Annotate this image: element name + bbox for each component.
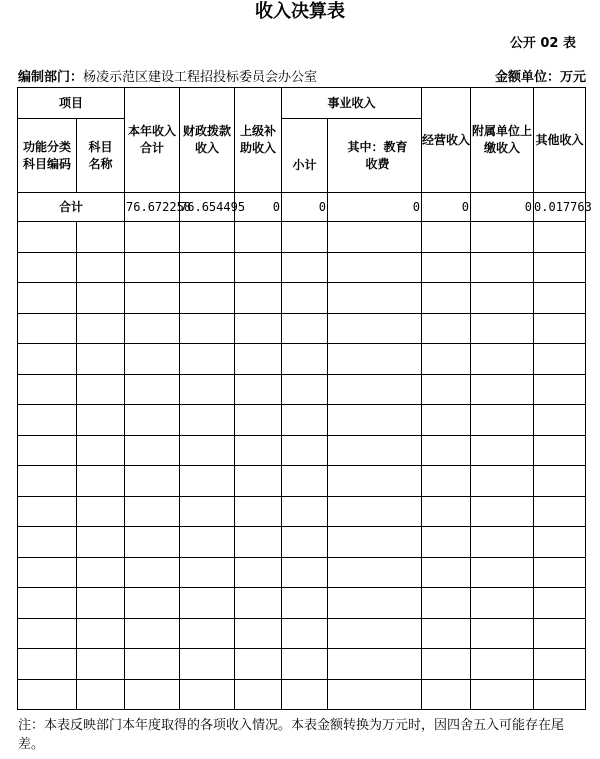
income-table bbox=[17, 87, 592, 710]
table-cell bbox=[471, 313, 534, 344]
table-cell bbox=[180, 283, 235, 314]
table-cell bbox=[328, 222, 422, 253]
table-cell bbox=[282, 252, 328, 283]
unit-label: 金额单位：万元 bbox=[494, 70, 586, 85]
table-cell bbox=[282, 527, 328, 558]
table-cell bbox=[534, 527, 586, 558]
table-cell bbox=[422, 374, 471, 405]
table-cell bbox=[180, 222, 235, 253]
org-line bbox=[18, 66, 317, 85]
table-cell bbox=[235, 527, 282, 558]
table-cell bbox=[77, 252, 125, 283]
table-row bbox=[18, 435, 586, 466]
table-cell bbox=[282, 679, 328, 710]
empty-rows bbox=[18, 222, 586, 710]
table-cell bbox=[328, 374, 422, 405]
table-cell bbox=[328, 496, 422, 527]
table-cell bbox=[77, 283, 125, 314]
table-cell bbox=[235, 344, 282, 375]
table-cell bbox=[77, 313, 125, 344]
table-cell bbox=[471, 435, 534, 466]
table-row bbox=[18, 649, 586, 680]
table-cell bbox=[125, 405, 180, 436]
table-cell bbox=[471, 222, 534, 253]
table-code: 公开 02 表 bbox=[509, 36, 576, 51]
table-cell bbox=[18, 283, 77, 314]
table-cell bbox=[471, 679, 534, 710]
table-cell bbox=[180, 557, 235, 588]
table-cell bbox=[422, 618, 471, 649]
table-cell bbox=[471, 649, 534, 680]
table-row bbox=[18, 496, 586, 527]
header-subtotal: 小计 bbox=[282, 119, 328, 193]
superior-subsidy-value: 0 bbox=[235, 193, 282, 222]
table-cell bbox=[534, 374, 586, 405]
table-cell bbox=[77, 649, 125, 680]
table-cell bbox=[534, 466, 586, 497]
table-cell bbox=[125, 618, 180, 649]
table-row bbox=[18, 405, 586, 436]
table-cell bbox=[18, 557, 77, 588]
table-cell bbox=[328, 679, 422, 710]
table-row bbox=[18, 222, 586, 253]
table-cell bbox=[471, 618, 534, 649]
table-cell bbox=[77, 435, 125, 466]
table-cell bbox=[235, 405, 282, 436]
table-cell bbox=[18, 374, 77, 405]
table-row bbox=[18, 374, 586, 405]
table-cell bbox=[328, 313, 422, 344]
table-cell bbox=[125, 588, 180, 619]
table-cell bbox=[77, 618, 125, 649]
table-cell bbox=[18, 496, 77, 527]
table-cell bbox=[180, 649, 235, 680]
table-note: 注：本表反映部门本年度取得的各项收入情况。本表金额转换为万元时，因四舍五入可能存在尾差。 bbox=[18, 718, 565, 752]
header-other: 其他收入 bbox=[534, 88, 586, 193]
table-cell bbox=[125, 679, 180, 710]
table-cell bbox=[235, 588, 282, 619]
table-cell bbox=[471, 527, 534, 558]
table-cell bbox=[534, 588, 586, 619]
table-cell bbox=[180, 588, 235, 619]
table-cell bbox=[282, 466, 328, 497]
table-cell bbox=[235, 252, 282, 283]
table-cell bbox=[18, 588, 77, 619]
table-cell bbox=[125, 466, 180, 497]
table-cell bbox=[282, 313, 328, 344]
table-cell bbox=[471, 466, 534, 497]
table-cell bbox=[471, 252, 534, 283]
table-cell bbox=[125, 344, 180, 375]
table-cell bbox=[422, 466, 471, 497]
table-cell bbox=[18, 679, 77, 710]
table-cell bbox=[282, 649, 328, 680]
table-cell bbox=[18, 435, 77, 466]
table-cell bbox=[125, 649, 180, 680]
table-cell bbox=[471, 588, 534, 619]
table-cell bbox=[235, 313, 282, 344]
table-cell bbox=[471, 344, 534, 375]
table-cell bbox=[534, 344, 586, 375]
table-cell bbox=[328, 557, 422, 588]
table-cell bbox=[422, 435, 471, 466]
table-cell bbox=[18, 466, 77, 497]
table-cell bbox=[77, 679, 125, 710]
table-cell bbox=[125, 557, 180, 588]
table-cell bbox=[180, 618, 235, 649]
table-cell bbox=[180, 313, 235, 344]
table-cell bbox=[125, 222, 180, 253]
table-cell bbox=[282, 588, 328, 619]
table-cell bbox=[471, 557, 534, 588]
table-cell bbox=[125, 374, 180, 405]
table-cell bbox=[422, 283, 471, 314]
table-cell bbox=[282, 374, 328, 405]
table-cell bbox=[18, 649, 77, 680]
org-label: 编制部门： bbox=[18, 70, 84, 85]
table-cell bbox=[422, 649, 471, 680]
table-cell bbox=[328, 618, 422, 649]
table-cell bbox=[534, 435, 586, 466]
header-operating: 经营收入 bbox=[422, 88, 471, 193]
operating-value: 0 bbox=[422, 193, 471, 222]
table-cell bbox=[180, 252, 235, 283]
table-cell bbox=[282, 405, 328, 436]
table-cell bbox=[422, 588, 471, 619]
table-row bbox=[18, 618, 586, 649]
table-cell bbox=[328, 405, 422, 436]
table-cell bbox=[328, 283, 422, 314]
table-cell bbox=[534, 252, 586, 283]
table-cell bbox=[180, 527, 235, 558]
table-cell bbox=[125, 313, 180, 344]
table-cell bbox=[471, 496, 534, 527]
table-cell bbox=[180, 496, 235, 527]
other-value: 0.017763 bbox=[534, 193, 586, 222]
header-business: 事业收入 bbox=[282, 88, 422, 119]
table-cell bbox=[534, 496, 586, 527]
table-row bbox=[18, 588, 586, 619]
table-cell bbox=[77, 222, 125, 253]
table-cell bbox=[282, 557, 328, 588]
table-cell bbox=[282, 496, 328, 527]
table-cell bbox=[282, 618, 328, 649]
table-cell bbox=[471, 405, 534, 436]
total-label: 合计 bbox=[18, 193, 125, 222]
table-cell bbox=[18, 405, 77, 436]
subtotal-value: 0 bbox=[282, 193, 328, 222]
table-cell bbox=[125, 283, 180, 314]
table-cell bbox=[282, 222, 328, 253]
table-cell bbox=[77, 496, 125, 527]
table-cell bbox=[77, 527, 125, 558]
table-cell bbox=[471, 283, 534, 314]
header-total-income: 本年收入合计 bbox=[125, 88, 180, 193]
table-row bbox=[18, 344, 586, 375]
table-cell bbox=[18, 344, 77, 375]
table-cell bbox=[422, 679, 471, 710]
table-cell bbox=[125, 435, 180, 466]
table-cell bbox=[422, 496, 471, 527]
table-cell bbox=[534, 649, 586, 680]
table-cell bbox=[180, 435, 235, 466]
table-cell bbox=[77, 557, 125, 588]
table-row bbox=[18, 679, 586, 710]
table-cell bbox=[534, 283, 586, 314]
table-cell bbox=[328, 649, 422, 680]
table-cell bbox=[235, 649, 282, 680]
table-cell bbox=[534, 405, 586, 436]
table-cell bbox=[328, 527, 422, 558]
table-cell bbox=[125, 496, 180, 527]
table-cell bbox=[328, 588, 422, 619]
table-cell bbox=[235, 283, 282, 314]
table-cell bbox=[422, 405, 471, 436]
table-cell bbox=[125, 252, 180, 283]
table-cell bbox=[235, 618, 282, 649]
table-cell bbox=[18, 222, 77, 253]
org-name: 杨凌示范区建设工程招投标委员会办公室 bbox=[83, 70, 318, 85]
table-cell bbox=[235, 466, 282, 497]
table-cell bbox=[534, 618, 586, 649]
table-cell bbox=[77, 374, 125, 405]
header-affiliated: 附属单位上缴收入 bbox=[471, 88, 534, 193]
table-cell bbox=[180, 466, 235, 497]
total-income-value: 76.672258 bbox=[125, 193, 180, 222]
table-cell bbox=[328, 435, 422, 466]
affiliated-value: 0 bbox=[471, 193, 534, 222]
table-cell bbox=[328, 252, 422, 283]
header-fiscal: 财政拨款收入 bbox=[180, 88, 235, 193]
table-cell bbox=[282, 344, 328, 375]
table-cell bbox=[180, 679, 235, 710]
table-row bbox=[18, 527, 586, 558]
table-cell bbox=[282, 435, 328, 466]
table-cell bbox=[471, 374, 534, 405]
table-cell bbox=[422, 252, 471, 283]
table-cell bbox=[235, 435, 282, 466]
education-value: 0 bbox=[328, 193, 422, 222]
table-cell bbox=[235, 496, 282, 527]
table-cell bbox=[77, 588, 125, 619]
table-cell bbox=[422, 527, 471, 558]
table-row bbox=[18, 466, 586, 497]
table-cell bbox=[180, 374, 235, 405]
table-row bbox=[18, 252, 586, 283]
header-item: 项目 bbox=[18, 88, 125, 119]
table-row bbox=[18, 283, 586, 314]
table-row bbox=[18, 557, 586, 588]
header-superior-subsidy: 上级补助收入 bbox=[235, 88, 282, 193]
table-cell bbox=[180, 405, 235, 436]
table-cell bbox=[422, 557, 471, 588]
table-cell bbox=[282, 283, 328, 314]
table-cell bbox=[77, 405, 125, 436]
table-row bbox=[18, 313, 586, 344]
table-cell bbox=[180, 344, 235, 375]
table-cell bbox=[235, 222, 282, 253]
fiscal-value: 76.654495 bbox=[180, 193, 235, 222]
table-cell bbox=[534, 557, 586, 588]
table-cell bbox=[235, 374, 282, 405]
table-cell bbox=[235, 679, 282, 710]
table-cell bbox=[235, 557, 282, 588]
table-cell bbox=[77, 466, 125, 497]
table-cell bbox=[125, 527, 180, 558]
table-cell bbox=[18, 313, 77, 344]
table-cell bbox=[18, 618, 77, 649]
table-cell bbox=[534, 679, 586, 710]
table-cell bbox=[422, 222, 471, 253]
table-cell bbox=[18, 527, 77, 558]
table-cell bbox=[534, 313, 586, 344]
header-subject-name: 科目名称 bbox=[77, 119, 125, 193]
table-cell bbox=[77, 344, 125, 375]
table-cell bbox=[18, 252, 77, 283]
table-cell bbox=[328, 344, 422, 375]
table-cell bbox=[422, 313, 471, 344]
table-cell bbox=[534, 222, 586, 253]
header-func-code: 功能分类科目编码 bbox=[18, 119, 77, 193]
header-education: 其中：教育收费 bbox=[328, 119, 422, 193]
table-cell bbox=[422, 344, 471, 375]
table-cell bbox=[328, 466, 422, 497]
page-title: 收入决算表 bbox=[255, 1, 345, 22]
